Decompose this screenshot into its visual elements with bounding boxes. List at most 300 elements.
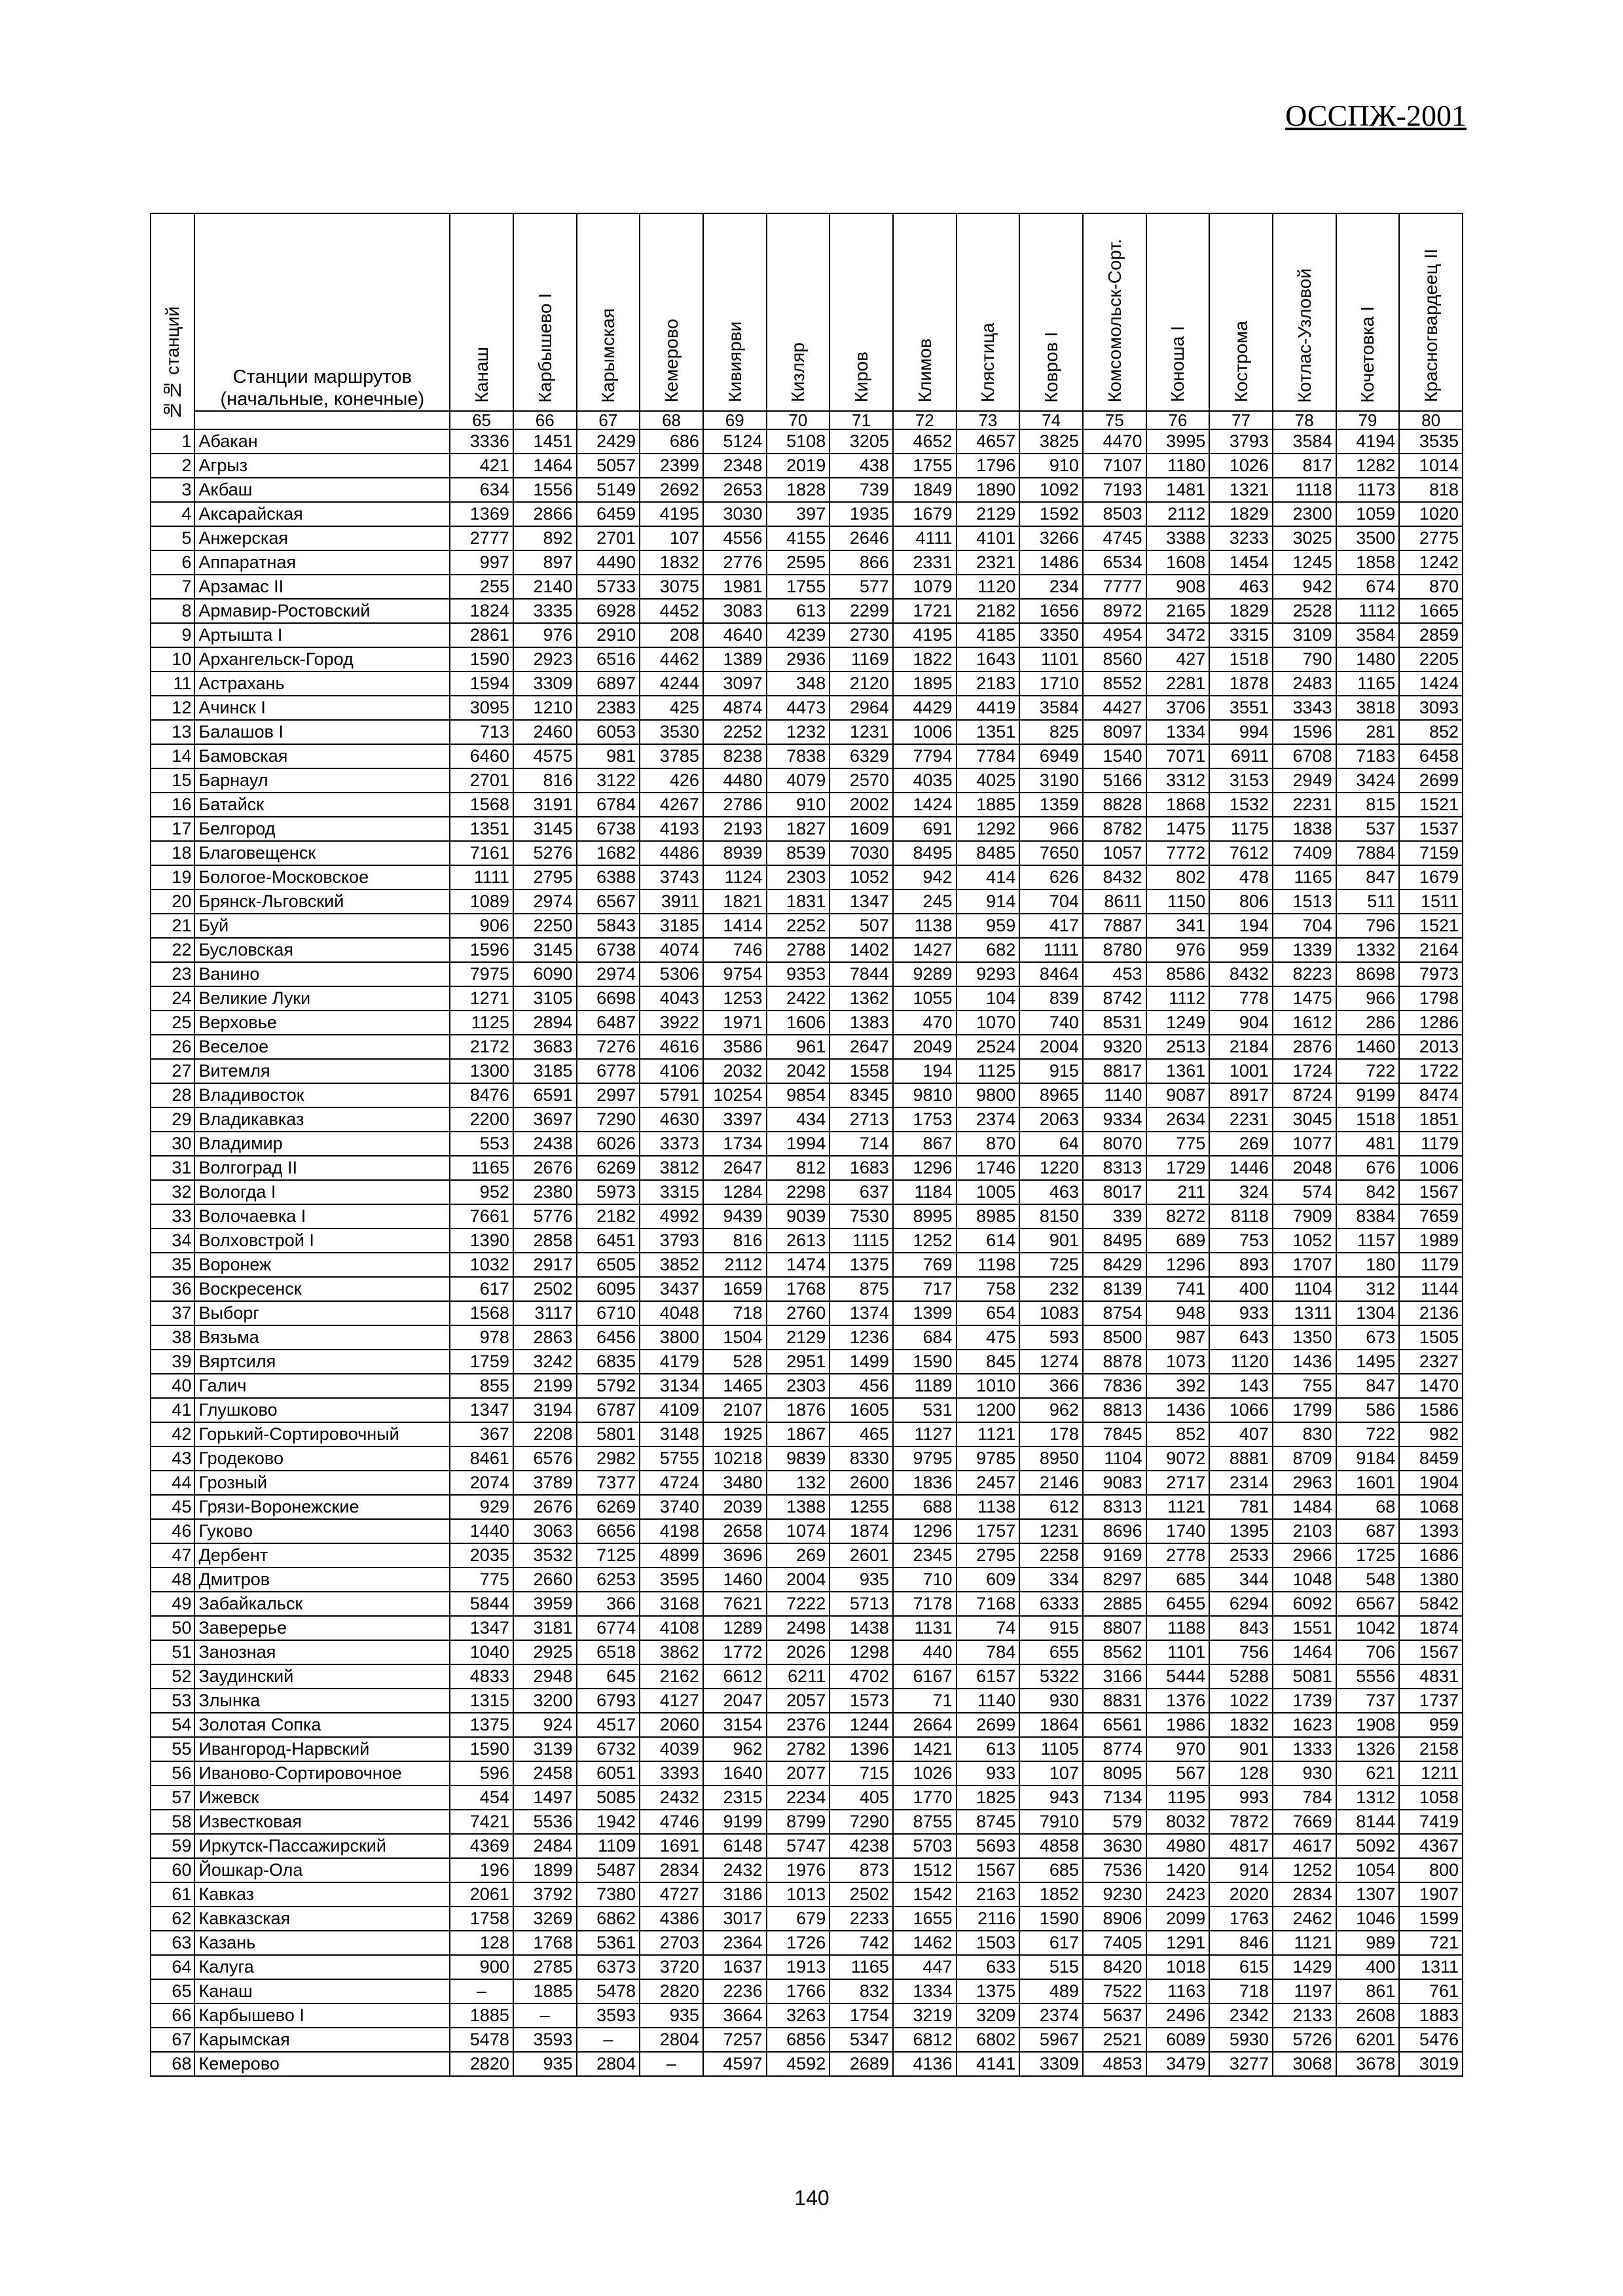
distance-cell: 852 (1146, 1422, 1210, 1446)
distance-cell: 1659 (703, 1277, 767, 1301)
distance-cell: 6612 (703, 1664, 767, 1689)
distance-cell: 3025 (1273, 526, 1336, 550)
distance-cell: 1104 (1273, 1277, 1336, 1301)
distance-cell: 2158 (1399, 1737, 1463, 1761)
column-header (1209, 213, 1273, 411)
distance-cell: 3185 (640, 914, 703, 938)
station-number: 42 (151, 1422, 194, 1446)
table-row (151, 1035, 1463, 1059)
station-number-header-text: №№ станций (162, 306, 183, 421)
distance-cell: 2303 (767, 1374, 830, 1398)
distance-cell: 7159 (1399, 841, 1463, 865)
distance-cell: 901 (1019, 1229, 1083, 1253)
distance-cell: 1393 (1399, 1519, 1463, 1543)
distance-cell: 892 (513, 526, 577, 550)
station-number: 34 (151, 1229, 194, 1253)
distance-cell: 4617 (1273, 1834, 1336, 1858)
distance-cell: 8828 (1083, 793, 1146, 817)
station-name: Анжерская (194, 526, 450, 550)
distance-cell: 1066 (1209, 1398, 1273, 1422)
distance-cell: 959 (1399, 1713, 1463, 1737)
distance-cell: 7257 (703, 2028, 767, 2052)
distance-cell: 739 (830, 478, 893, 502)
distance-cell: 2129 (767, 1325, 830, 1350)
distance-cell: 3093 (1399, 696, 1463, 720)
distance-cell: 7030 (830, 841, 893, 865)
distance-cell: 1573 (830, 1689, 893, 1713)
station-name: Волгоград II (194, 1156, 450, 1180)
distance-cell: 1874 (1399, 1616, 1463, 1640)
distance-cell: 1179 (1399, 1132, 1463, 1156)
distance-cell: 10218 (703, 1446, 767, 1471)
distance-cell: 8696 (1083, 1519, 1146, 1543)
distance-cell: 1163 (1146, 1979, 1210, 2003)
table-row (151, 1156, 1463, 1180)
distance-cell: 7419 (1399, 1810, 1463, 1834)
station-name: Дмитров (194, 1568, 450, 1592)
distance-cell: 1874 (830, 1519, 893, 1543)
distance-cell: 2074 (450, 1471, 513, 1495)
column-header-label: Карбышево I (534, 293, 555, 403)
distance-cell: 1596 (450, 938, 513, 962)
distance-cell: 1594 (450, 672, 513, 696)
table-row (151, 793, 1463, 817)
distance-cell: 4048 (640, 1301, 703, 1325)
distance-cell: 1157 (1336, 1229, 1400, 1253)
distance-cell: 8345 (830, 1083, 893, 1107)
distance-cell: 405 (830, 1785, 893, 1810)
station-number: 32 (151, 1180, 194, 1204)
distance-cell: 1198 (957, 1253, 1020, 1277)
distance-cell: 2107 (703, 1398, 767, 1422)
distance-cell: 2462 (1273, 1907, 1336, 1931)
distance-cell: 4239 (767, 623, 830, 647)
distance-cell: 3266 (1019, 526, 1083, 550)
distance-cell: 7276 (577, 1035, 640, 1059)
station-number: 44 (151, 1471, 194, 1495)
distance-cell: 4727 (640, 1882, 703, 1907)
distance-cell: 7290 (577, 1107, 640, 1132)
distance-cell: 2925 (513, 1640, 577, 1664)
distance-cell: 3706 (1146, 696, 1210, 720)
station-name: Грозный (194, 1471, 450, 1495)
distance-cell: 1829 (1209, 599, 1273, 623)
distance-cell: 1679 (1399, 865, 1463, 889)
distance-cell: 687 (1336, 1519, 1400, 1543)
distance-cell: 574 (1273, 1180, 1336, 1204)
distance-cell: 3551 (1209, 696, 1273, 720)
distance-cell: 6329 (830, 744, 893, 768)
distance-cell: 2172 (450, 1035, 513, 1059)
distance-cell: 962 (1019, 1398, 1083, 1422)
station-number: 46 (151, 1519, 194, 1543)
column-header-label: Комсомольск-Сорт. (1104, 239, 1125, 403)
distance-cell: 4079 (767, 768, 830, 793)
distance-cell: 1321 (1209, 478, 1273, 502)
distance-cell: 1073 (1146, 1350, 1210, 1374)
column-header-label: Кизляр (788, 342, 809, 403)
distance-cell: 2660 (513, 1568, 577, 1592)
distance-cell: 4194 (1336, 429, 1400, 454)
distance-cell: 1362 (830, 986, 893, 1011)
distance-cell: 2966 (1273, 1543, 1336, 1568)
distance-cell: 1092 (1019, 478, 1083, 502)
distance-cell: 4238 (830, 1834, 893, 1858)
distance-cell: 1369 (450, 502, 513, 526)
station-name: Воскресенск (194, 1277, 450, 1301)
table-row (151, 1011, 1463, 1035)
distance-cell: 4074 (640, 938, 703, 962)
distance-cell: 6567 (577, 889, 640, 914)
distance-cell: 3168 (640, 1592, 703, 1616)
distance-cell: 426 (640, 768, 703, 793)
distance-cell: 8474 (1399, 1083, 1463, 1107)
distance-cell: 1165 (1336, 672, 1400, 696)
distance-cell: 1989 (1399, 1229, 1463, 1253)
distance-cell: 959 (1209, 938, 1273, 962)
distance-cell: 861 (1336, 1979, 1400, 2003)
distance-cell: 8495 (893, 841, 957, 865)
station-name: Артышта I (194, 623, 450, 647)
distance-cell: 1077 (1273, 1132, 1336, 1156)
distance-cell: 981 (577, 744, 640, 768)
distance-cell: 1300 (450, 1059, 513, 1083)
distance-cell: 2314 (1209, 1471, 1273, 1495)
distance-cell: 1326 (1336, 1737, 1400, 1761)
distance-cell: 3097 (703, 672, 767, 696)
column-header (893, 213, 957, 411)
distance-cell: 1138 (893, 914, 957, 938)
distance-cell: 1885 (450, 2003, 513, 2028)
distance-cell: 830 (1273, 1422, 1336, 1446)
distance-cell: 8495 (1083, 1229, 1146, 1253)
distance-cell: 1296 (893, 1519, 957, 1543)
distance-cell: 427 (1146, 647, 1210, 672)
table-row (151, 599, 1463, 623)
distance-cell: 3200 (513, 1689, 577, 1713)
station-number: 48 (151, 1568, 194, 1592)
distance-cell: 8813 (1083, 1398, 1146, 1422)
distance-cell: 3019 (1399, 2052, 1463, 2076)
distance-cell: 1127 (893, 1422, 957, 1446)
distance-cell: 8995 (893, 1204, 957, 1229)
distance-cell: 655 (1019, 1640, 1083, 1664)
distance-cell: 553 (450, 1132, 513, 1156)
station-name: Канаш (194, 1979, 450, 2003)
distance-cell: 1568 (450, 1301, 513, 1325)
distance-cell: 3233 (1209, 526, 1273, 550)
distance-cell: 4136 (893, 2052, 957, 2076)
distance-cell: 9289 (893, 962, 957, 986)
distance-cell: 2692 (640, 478, 703, 502)
distance-cell: 982 (1399, 1422, 1463, 1446)
distance-cell: 1274 (1019, 1350, 1083, 1374)
distance-cell: 1052 (830, 865, 893, 889)
distance-cell: 756 (1209, 1640, 1273, 1664)
distance-cell: 537 (1336, 817, 1400, 841)
distance-cell: 948 (1146, 1301, 1210, 1325)
station-name: Кемерово (194, 2052, 450, 2076)
distance-cell: 1286 (1399, 1011, 1463, 1035)
distance-cell: 3269 (513, 1907, 577, 1931)
distance-cell: 5776 (513, 1204, 577, 1229)
distance-cell: 3584 (1273, 429, 1336, 454)
distance-cell: 1210 (513, 696, 577, 720)
distance-cell: 901 (1209, 1737, 1273, 1761)
distance-cell: 478 (1209, 865, 1273, 889)
column-header-label: Котлас-Узловой (1294, 268, 1315, 403)
distance-cell: 1231 (1019, 1519, 1083, 1543)
distance-cell: 3181 (513, 1616, 577, 1640)
distance-cell: 4193 (640, 817, 703, 841)
distance-cell: 269 (767, 1543, 830, 1568)
distance-cell: 2184 (1209, 1035, 1273, 1059)
station-number: 6 (151, 550, 194, 575)
distance-cell: 4035 (893, 768, 957, 793)
distance-cell: 1878 (1209, 672, 1273, 696)
distance-cell: 1726 (767, 1931, 830, 1955)
station-name: Дербент (194, 1543, 450, 1568)
table-row (151, 1132, 1463, 1156)
distance-cell: 1935 (830, 502, 893, 526)
distance-cell: 685 (1146, 1568, 1210, 1592)
distance-cell: 2600 (830, 1471, 893, 1495)
station-name: Выборг (194, 1301, 450, 1325)
station-number: 27 (151, 1059, 194, 1083)
column-number: 66 (513, 411, 577, 429)
distance-cell: 548 (1336, 1568, 1400, 1592)
distance-cell: 2703 (640, 1931, 703, 1955)
distance-cell: 825 (1019, 720, 1083, 744)
distance-cell: 2498 (767, 1616, 830, 1640)
distance-cell: 5478 (577, 1979, 640, 2003)
distance-cell: 3388 (1146, 526, 1210, 550)
distance-cell: 1058 (1399, 1785, 1463, 1810)
distance-cell: 721 (1399, 1931, 1463, 1955)
distance-cell: 1464 (1273, 1640, 1336, 1664)
distance-cell: 1046 (1336, 1907, 1400, 1931)
distance-cell: 2281 (1146, 672, 1210, 696)
station-number: 51 (151, 1640, 194, 1664)
distance-cell: 1124 (703, 865, 767, 889)
distance-cell: 5747 (767, 1834, 830, 1858)
distance-cell: 1521 (1399, 793, 1463, 817)
distance-cell: 1829 (1209, 502, 1273, 526)
distance-cell: 2432 (640, 1785, 703, 1810)
station-number: 17 (151, 817, 194, 841)
distance-cell: 3153 (1209, 768, 1273, 793)
station-number: 33 (151, 1204, 194, 1229)
distance-cell: 1304 (1336, 1301, 1400, 1325)
distance-cell: 6534 (1083, 550, 1146, 575)
distance-cell: 6294 (1209, 1592, 1273, 1616)
distance-cell: 970 (1146, 1737, 1210, 1761)
distance-cell: 1395 (1209, 1519, 1273, 1543)
column-header-label: Кемерово (661, 319, 682, 403)
distance-cell: 4630 (640, 1107, 703, 1132)
station-number: 3 (151, 478, 194, 502)
distance-cell: 7844 (830, 962, 893, 986)
column-header (957, 213, 1020, 411)
distance-cell: 910 (767, 793, 830, 817)
distance-cell: 2777 (450, 526, 513, 550)
distance-table (150, 213, 1463, 2077)
distance-cell: 2834 (640, 1858, 703, 1882)
distance-cell: 3209 (957, 2003, 1020, 2028)
distance-cell: 5322 (1019, 1664, 1083, 1689)
station-name: Агрыз (194, 454, 450, 478)
distance-cell: 815 (1336, 793, 1400, 817)
distance-cell: 8831 (1083, 1689, 1146, 1713)
station-number: 38 (151, 1325, 194, 1350)
distance-cell: 286 (1336, 1011, 1400, 1035)
distance-cell: 613 (767, 599, 830, 623)
distance-cell: 1059 (1336, 502, 1400, 526)
distance-cell: 5967 (1019, 2028, 1083, 2052)
distance-cell: 2035 (450, 1543, 513, 1568)
column-number: 74 (1019, 411, 1083, 429)
distance-cell: 9439 (703, 1204, 767, 1229)
distance-cell: 3373 (640, 1132, 703, 1156)
distance-cell: 6793 (577, 1689, 640, 1713)
distance-cell: 281 (1336, 720, 1400, 744)
station-name: Горький-Сортировочный (194, 1422, 450, 1446)
distance-cell: 2776 (703, 550, 767, 575)
distance-cell: 1150 (1146, 889, 1210, 914)
distance-cell: 577 (830, 575, 893, 599)
distance-cell: 7377 (577, 1471, 640, 1495)
distance-cell: 1763 (1209, 1907, 1273, 1931)
distance-cell: 593 (1019, 1325, 1083, 1350)
distance-cell: 1307 (1336, 1882, 1400, 1907)
distance-cell: 400 (1336, 1955, 1400, 1979)
station-name: Кавказская (194, 1907, 450, 1931)
distance-cell: 324 (1209, 1180, 1273, 1204)
distance-cell: 1109 (577, 1834, 640, 1858)
distance-cell: 5347 (830, 2028, 893, 2052)
column-number: 67 (577, 411, 640, 429)
distance-cell: 2460 (513, 720, 577, 744)
table-row (151, 1398, 1463, 1422)
distance-cell: 8972 (1083, 599, 1146, 623)
distance-cell: 6201 (1336, 2028, 1400, 2052)
column-header (1273, 213, 1336, 411)
station-name: Акбаш (194, 478, 450, 502)
distance-cell: 1195 (1146, 1785, 1210, 1810)
distance-cell: 706 (1336, 1640, 1400, 1664)
distance-cell: 1460 (703, 1568, 767, 1592)
distance-cell: 7530 (830, 1204, 893, 1229)
distance-cell: 1121 (1146, 1495, 1210, 1519)
table-row (151, 889, 1463, 914)
distance-cell: 1121 (1273, 1931, 1336, 1955)
distance-cell: 8709 (1273, 1446, 1336, 1471)
station-name: Казань (194, 1931, 450, 1955)
distance-cell: 942 (1273, 575, 1336, 599)
distance-cell: 3393 (640, 1761, 703, 1785)
distance-cell: 7290 (830, 1810, 893, 1834)
distance-cell: 5713 (830, 1592, 893, 1616)
distance-cell: 1291 (1146, 1931, 1210, 1955)
table-row (151, 841, 1463, 865)
distance-cell: 3194 (513, 1398, 577, 1422)
distance-cell: 5842 (1399, 1592, 1463, 1616)
table-row (151, 1907, 1463, 1931)
distance-cell: 6778 (577, 1059, 640, 1083)
distance-cell: 5092 (1336, 1834, 1400, 1858)
page-number: 140 (794, 2186, 830, 2210)
distance-cell: 5149 (577, 478, 640, 502)
distance-cell: 4419 (957, 696, 1020, 720)
distance-cell: 4831 (1399, 1664, 1463, 1689)
distance-cell: 1710 (1019, 672, 1083, 696)
distance-cell: 6333 (1019, 1592, 1083, 1616)
station-number: 21 (151, 914, 194, 938)
document-code: ОССПЖ-2001 (1285, 99, 1467, 132)
station-number: 50 (151, 1616, 194, 1640)
distance-cell: 366 (1019, 1374, 1083, 1398)
column-header-label: Ковров I (1041, 331, 1062, 403)
distance-cell: 1828 (767, 478, 830, 502)
distance-cell: 1908 (1336, 1713, 1400, 1737)
station-name: Архангельск-Город (194, 647, 450, 672)
distance-cell: 3793 (1209, 429, 1273, 454)
distance-cell: 3309 (513, 672, 577, 696)
distance-cell: 453 (1083, 962, 1146, 986)
distance-cell: 1140 (957, 1689, 1020, 1713)
station-number: 43 (151, 1446, 194, 1471)
distance-cell: 2595 (767, 550, 830, 575)
distance-cell: 8118 (1209, 1204, 1273, 1229)
distance-cell: 7178 (893, 1592, 957, 1616)
distance-cell: 6856 (767, 2028, 830, 2052)
distance-cell: 2120 (830, 672, 893, 696)
distance-cell: 8500 (1083, 1325, 1146, 1350)
distance-cell: 2376 (767, 1713, 830, 1737)
distance-cell: 2061 (450, 1882, 513, 1907)
station-number: 66 (151, 2003, 194, 2028)
distance-cell: 2236 (703, 1979, 767, 2003)
distance-cell: 2982 (577, 1446, 640, 1471)
distance-cell: 7522 (1083, 1979, 1146, 2003)
distance-cell: 1521 (1399, 914, 1463, 938)
distance-cell: 617 (450, 1277, 513, 1301)
distance-cell: 2457 (957, 1471, 1020, 1495)
station-number: 29 (151, 1107, 194, 1132)
station-name: Ижевск (194, 1785, 450, 1810)
distance-cell: 4127 (640, 1689, 703, 1713)
distance-cell: 8817 (1083, 1059, 1146, 1083)
table-row (151, 1229, 1463, 1253)
distance-cell: 1252 (893, 1229, 957, 1253)
distance-cell: 2676 (513, 1495, 577, 1519)
station-name: Йошкар-Ола (194, 1858, 450, 1882)
distance-cell: 8782 (1083, 817, 1146, 841)
distance-cell: 4490 (577, 550, 640, 575)
distance-cell: 1503 (957, 1931, 1020, 1955)
distance-cell: 8420 (1083, 1955, 1146, 1979)
distance-cell: 2513 (1146, 1035, 1210, 1059)
distance-cell: 8807 (1083, 1616, 1146, 1640)
distance-cell: 2383 (577, 696, 640, 720)
distance-cell: 2364 (703, 1931, 767, 1955)
station-name: Кавказ (194, 1882, 450, 1907)
distance-cell: 1465 (703, 1374, 767, 1398)
distance-cell: 802 (1146, 865, 1210, 889)
distance-cell: 6518 (577, 1640, 640, 1664)
distance-cell: 775 (450, 1568, 513, 1592)
distance-cell: 6787 (577, 1398, 640, 1422)
